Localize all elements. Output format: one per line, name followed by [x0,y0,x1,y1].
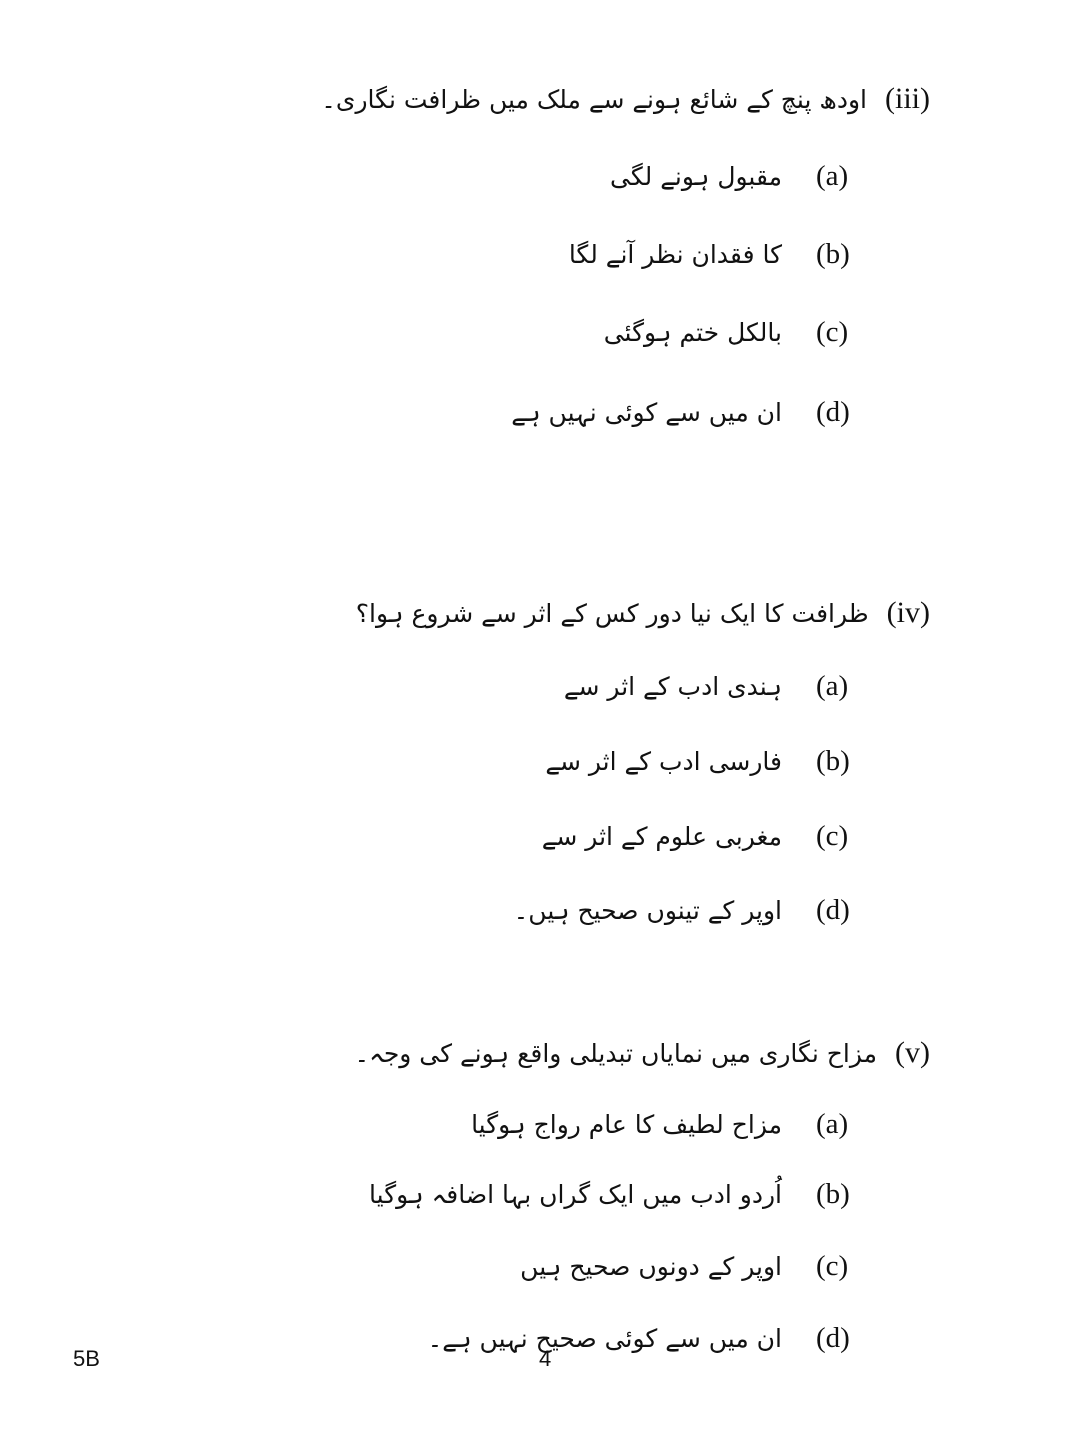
option-c [604,316,868,349]
option-text: بالکل ختم ہوگئی [603,318,782,347]
question-v [355,1036,930,1070]
question-text: اودھ پنچ کے شائع ہونے سے ملک میں ظرافت نگاری۔ [321,85,867,114]
option-label: (b) [816,1178,850,1210]
option-label: (b) [816,238,850,270]
option-label: (d) [816,894,850,926]
option-label: (a) [816,670,849,702]
option-text: فارسی ادب کے اثر سے [545,747,782,776]
option-text: ان میں سے کوئی نہیں ہے [511,398,782,427]
option-d [428,1322,868,1355]
option-text: اوپر کے دونوں صحیح ہیں [520,1252,782,1281]
question-iv [356,596,930,630]
option-d [511,396,868,429]
option-text: مقبول ہونے لگی [610,162,782,191]
option-c [520,1250,868,1283]
option-label: (b) [816,745,850,777]
paper-code: 5B [73,1346,100,1371]
option-text: ان میں سے کوئی صحیح نہیں ہے۔ [427,1324,782,1353]
option-a [471,1108,868,1141]
option-label: (d) [816,396,850,428]
option-label: (c) [816,1250,849,1282]
option-text: کا فقدان نظر آنے لگا [568,240,782,269]
option-b [369,1178,868,1211]
question-text: مزاح نگاری میں نمایاں تبدیلی واقع ہونے کی وجہ۔ [354,1039,878,1068]
question-text: ظرافت کا ایک نیا دور کس کے اثر سے شروع ہوا؟ [355,599,869,628]
option-text: مغربی علوم کے اثر سے [541,822,782,851]
question-number: (v) [895,1036,930,1069]
option-b [569,238,868,271]
option-label: (a) [816,1108,849,1140]
option-a [564,670,868,703]
option-label: (d) [816,1322,850,1354]
option-label: (c) [816,316,849,348]
option-label: (a) [816,160,849,192]
option-d [514,894,868,927]
page-number: 4 [539,1346,552,1371]
option-b [545,745,868,778]
option-text: اوپر کے تینوں صحیح ہیں۔ [513,896,782,925]
option-label: (c) [816,820,849,852]
question-iii [321,82,930,116]
option-a [610,160,868,193]
option-text: اُردو ادب میں ایک گراں بہا اضافہ ہوگیا [369,1180,782,1209]
option-text: ہندی ادب کے اثر سے [563,672,782,701]
question-number: (iv) [886,596,930,629]
option-text: مزاح لطیف کا عام رواج ہوگیا [471,1110,782,1139]
option-c [542,820,868,853]
question-number: (iii) [885,82,930,115]
